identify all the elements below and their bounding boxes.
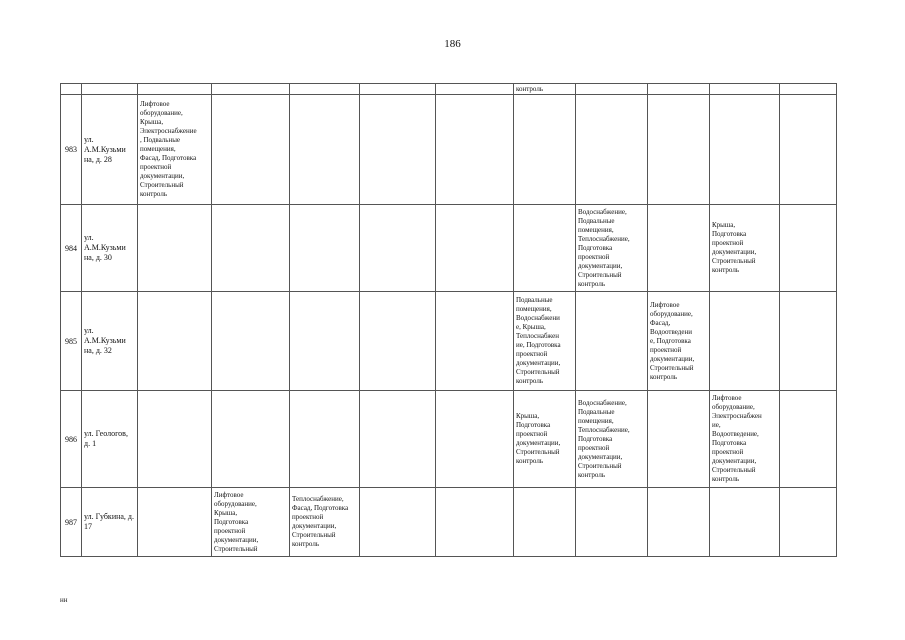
works-cell: Водоснабжение, Подвальные помещения, Теплоснабжение, Подготовка проектной документации, Строительный контроль bbox=[576, 205, 648, 292]
row-number: 984 bbox=[61, 205, 82, 292]
works-cell: Водоснабжение, Подвальные помещения, Теплоснабжение, Подготовка проектной документации, Строительный контроль bbox=[576, 391, 648, 488]
address-cell: ул. А.М.Кузьми на, д. 28 bbox=[82, 95, 138, 205]
works-cell: Крыша, Подготовка проектной документации, Строительный контроль bbox=[514, 391, 576, 488]
works-cell: Теплоснабжение, Фасад, Подготовка проектной документации, Строительный контроль bbox=[290, 488, 360, 557]
table-row bbox=[61, 488, 837, 557]
table-row bbox=[61, 84, 837, 95]
row-number: 983 bbox=[61, 95, 82, 205]
works-cell: Лифтовое оборудование, Крыша, Подготовка проектной документации, Строительный bbox=[212, 488, 290, 557]
table-row bbox=[61, 205, 837, 292]
row-number: 985 bbox=[61, 292, 82, 391]
works-cell: Лифтовое оборудование, Фасад, Водоотведени е, Подготовка проектной документации, Строительный контроль bbox=[648, 292, 710, 391]
works-cell: Лифтовое оборудование, Электроснабжен ие, Водоотведение, Подготовка проектной документации, Строительный контроль bbox=[710, 391, 780, 488]
works-cell: Крыша, Подготовка проектной документации, Строительный контроль bbox=[710, 205, 780, 292]
address-cell: ул. Губкина, д. 17 bbox=[82, 488, 138, 557]
table-row bbox=[61, 292, 837, 391]
table-row bbox=[61, 95, 837, 205]
address-cell: ул. А.М.Кузьми на, д. 32 bbox=[82, 292, 138, 391]
page-number: 186 bbox=[444, 38, 461, 50]
works-cell: Лифтовое оборудование, Крыша, Электроснабжение , Подвальные помещения, Фасад, Подготовка проектной документации, Строительный контроль bbox=[138, 95, 212, 205]
address-cell: ул. А.М.Кузьми на, д. 30 bbox=[82, 205, 138, 292]
footer-mark: нн bbox=[60, 596, 68, 604]
row-number: 987 bbox=[61, 488, 82, 557]
works-cell: Подвальные помещения, Водоснабжени е, Крыша, Теплоснабжен ие, Подготовка проектной документации, Строительный контроль bbox=[514, 292, 576, 391]
table-row bbox=[61, 391, 837, 488]
row-number: 986 bbox=[61, 391, 82, 488]
address-cell: ул. Геологов, д. 1 bbox=[82, 391, 138, 488]
repair-schedule-table bbox=[60, 83, 837, 557]
table-cell: контроль bbox=[514, 84, 576, 95]
